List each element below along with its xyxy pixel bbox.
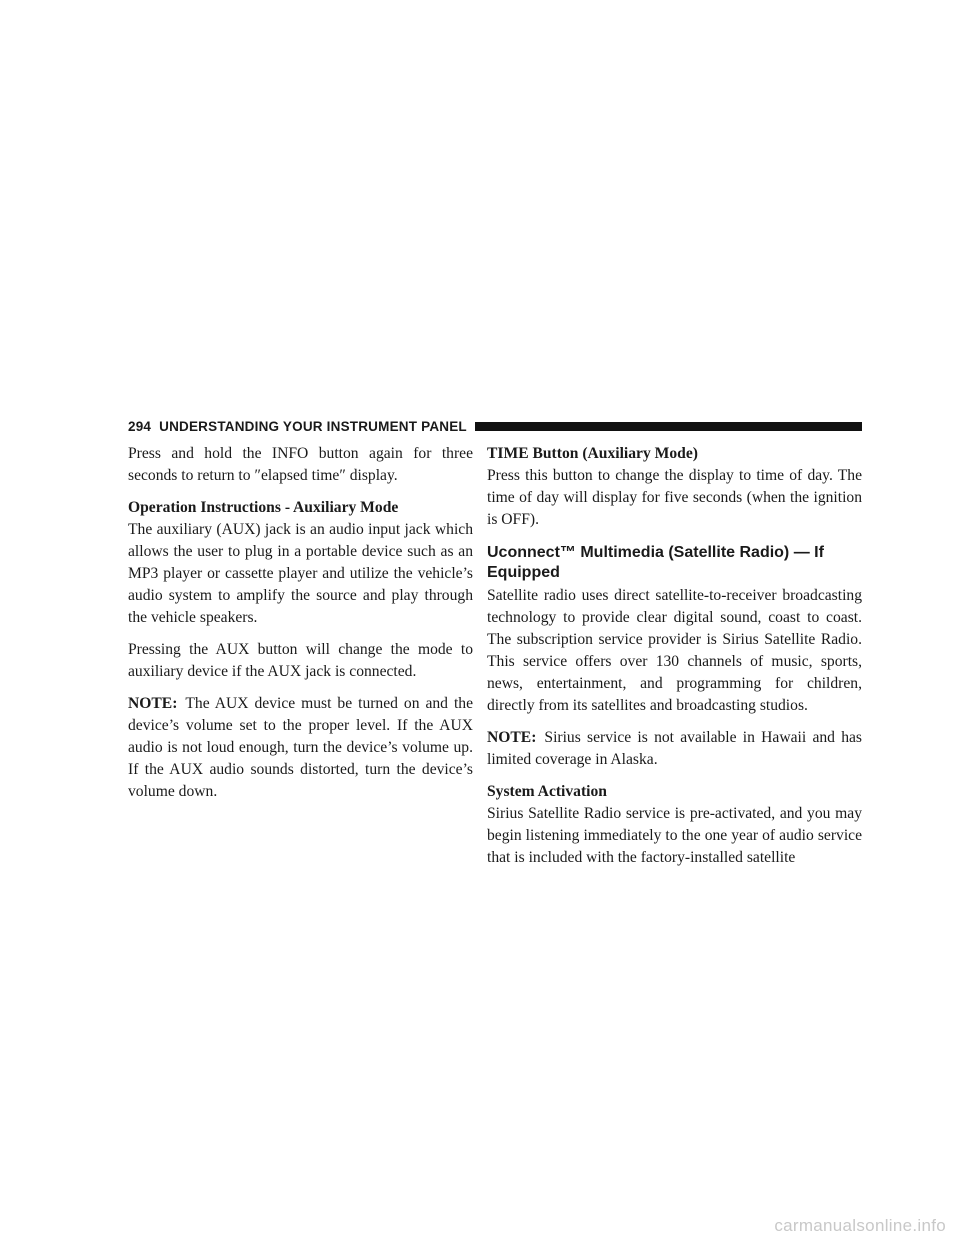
- note-label: NOTE:: [487, 729, 537, 746]
- satellite-radio-section-heading: Uconnect™ Multimedia (Satellite Radio) — If Equipped: [487, 544, 824, 581]
- satellite-radio-paragraph: Satellite radio uses direct satellite-to-receiver broadcasting technology to provide clear digital sound, coast to coast. The subscription service provider is Sirius Satellite Radio. This service offers over 130 channels of music, sports, news, entertainment, and programming for children, directly from its satellites and broadcasting studios.: [487, 587, 862, 714]
- sirius-note: [487, 727, 862, 771]
- info-return-paragraph: Press and hold the INFO button again for three seconds to return to ″elapsed time″ display.: [128, 445, 473, 484]
- note-text: Sirius service is not available in Hawaii and has limited coverage in Alaska.: [487, 729, 862, 768]
- note-text: The AUX device must be turned on and the device’s volume set to the proper level. If the AUX audio is not loud enough, turn the device’s volume up. If the AUX audio sounds distorted, turn the device’s volume down.: [128, 695, 473, 800]
- note-label: NOTE:: [128, 695, 178, 712]
- page-number: 294: [128, 418, 152, 434]
- header-title: UNDERSTANDING YOUR INSTRUMENT PANEL: [159, 418, 467, 434]
- system-activation-heading: System Activation: [487, 783, 607, 800]
- aux-note: [128, 693, 473, 803]
- right-column: [487, 443, 862, 879]
- page-header: [128, 416, 862, 436]
- header-rule: [475, 422, 862, 431]
- aux-button-paragraph: Pressing the AUX button will change the mode to auxiliary device if the AUX jack is connected.: [128, 641, 473, 680]
- site-watermark: carmanualsonline.info: [774, 1216, 946, 1235]
- time-button-heading: TIME Button (Auxiliary Mode): [487, 445, 698, 462]
- left-column: [128, 443, 473, 813]
- aux-operation-heading: Operation Instructions - Auxiliary Mode: [128, 499, 399, 516]
- aux-jack-paragraph: The auxiliary (AUX) jack is an audio input jack which allows the user to plug in a portable device such as an MP3 player or cassette player and utilize the vehicle’s audio system to amplify the source and play through the vehicle speakers.: [128, 521, 473, 626]
- time-button-paragraph: Press this button to change the display to time of day. The time of day will display for five seconds (when the ignition is OFF).: [487, 467, 862, 528]
- system-activation-paragraph: Sirius Satellite Radio service is pre-activated, and you may begin listening immediately to the one year of audio service that is included with the factory-installed satellite: [487, 805, 862, 866]
